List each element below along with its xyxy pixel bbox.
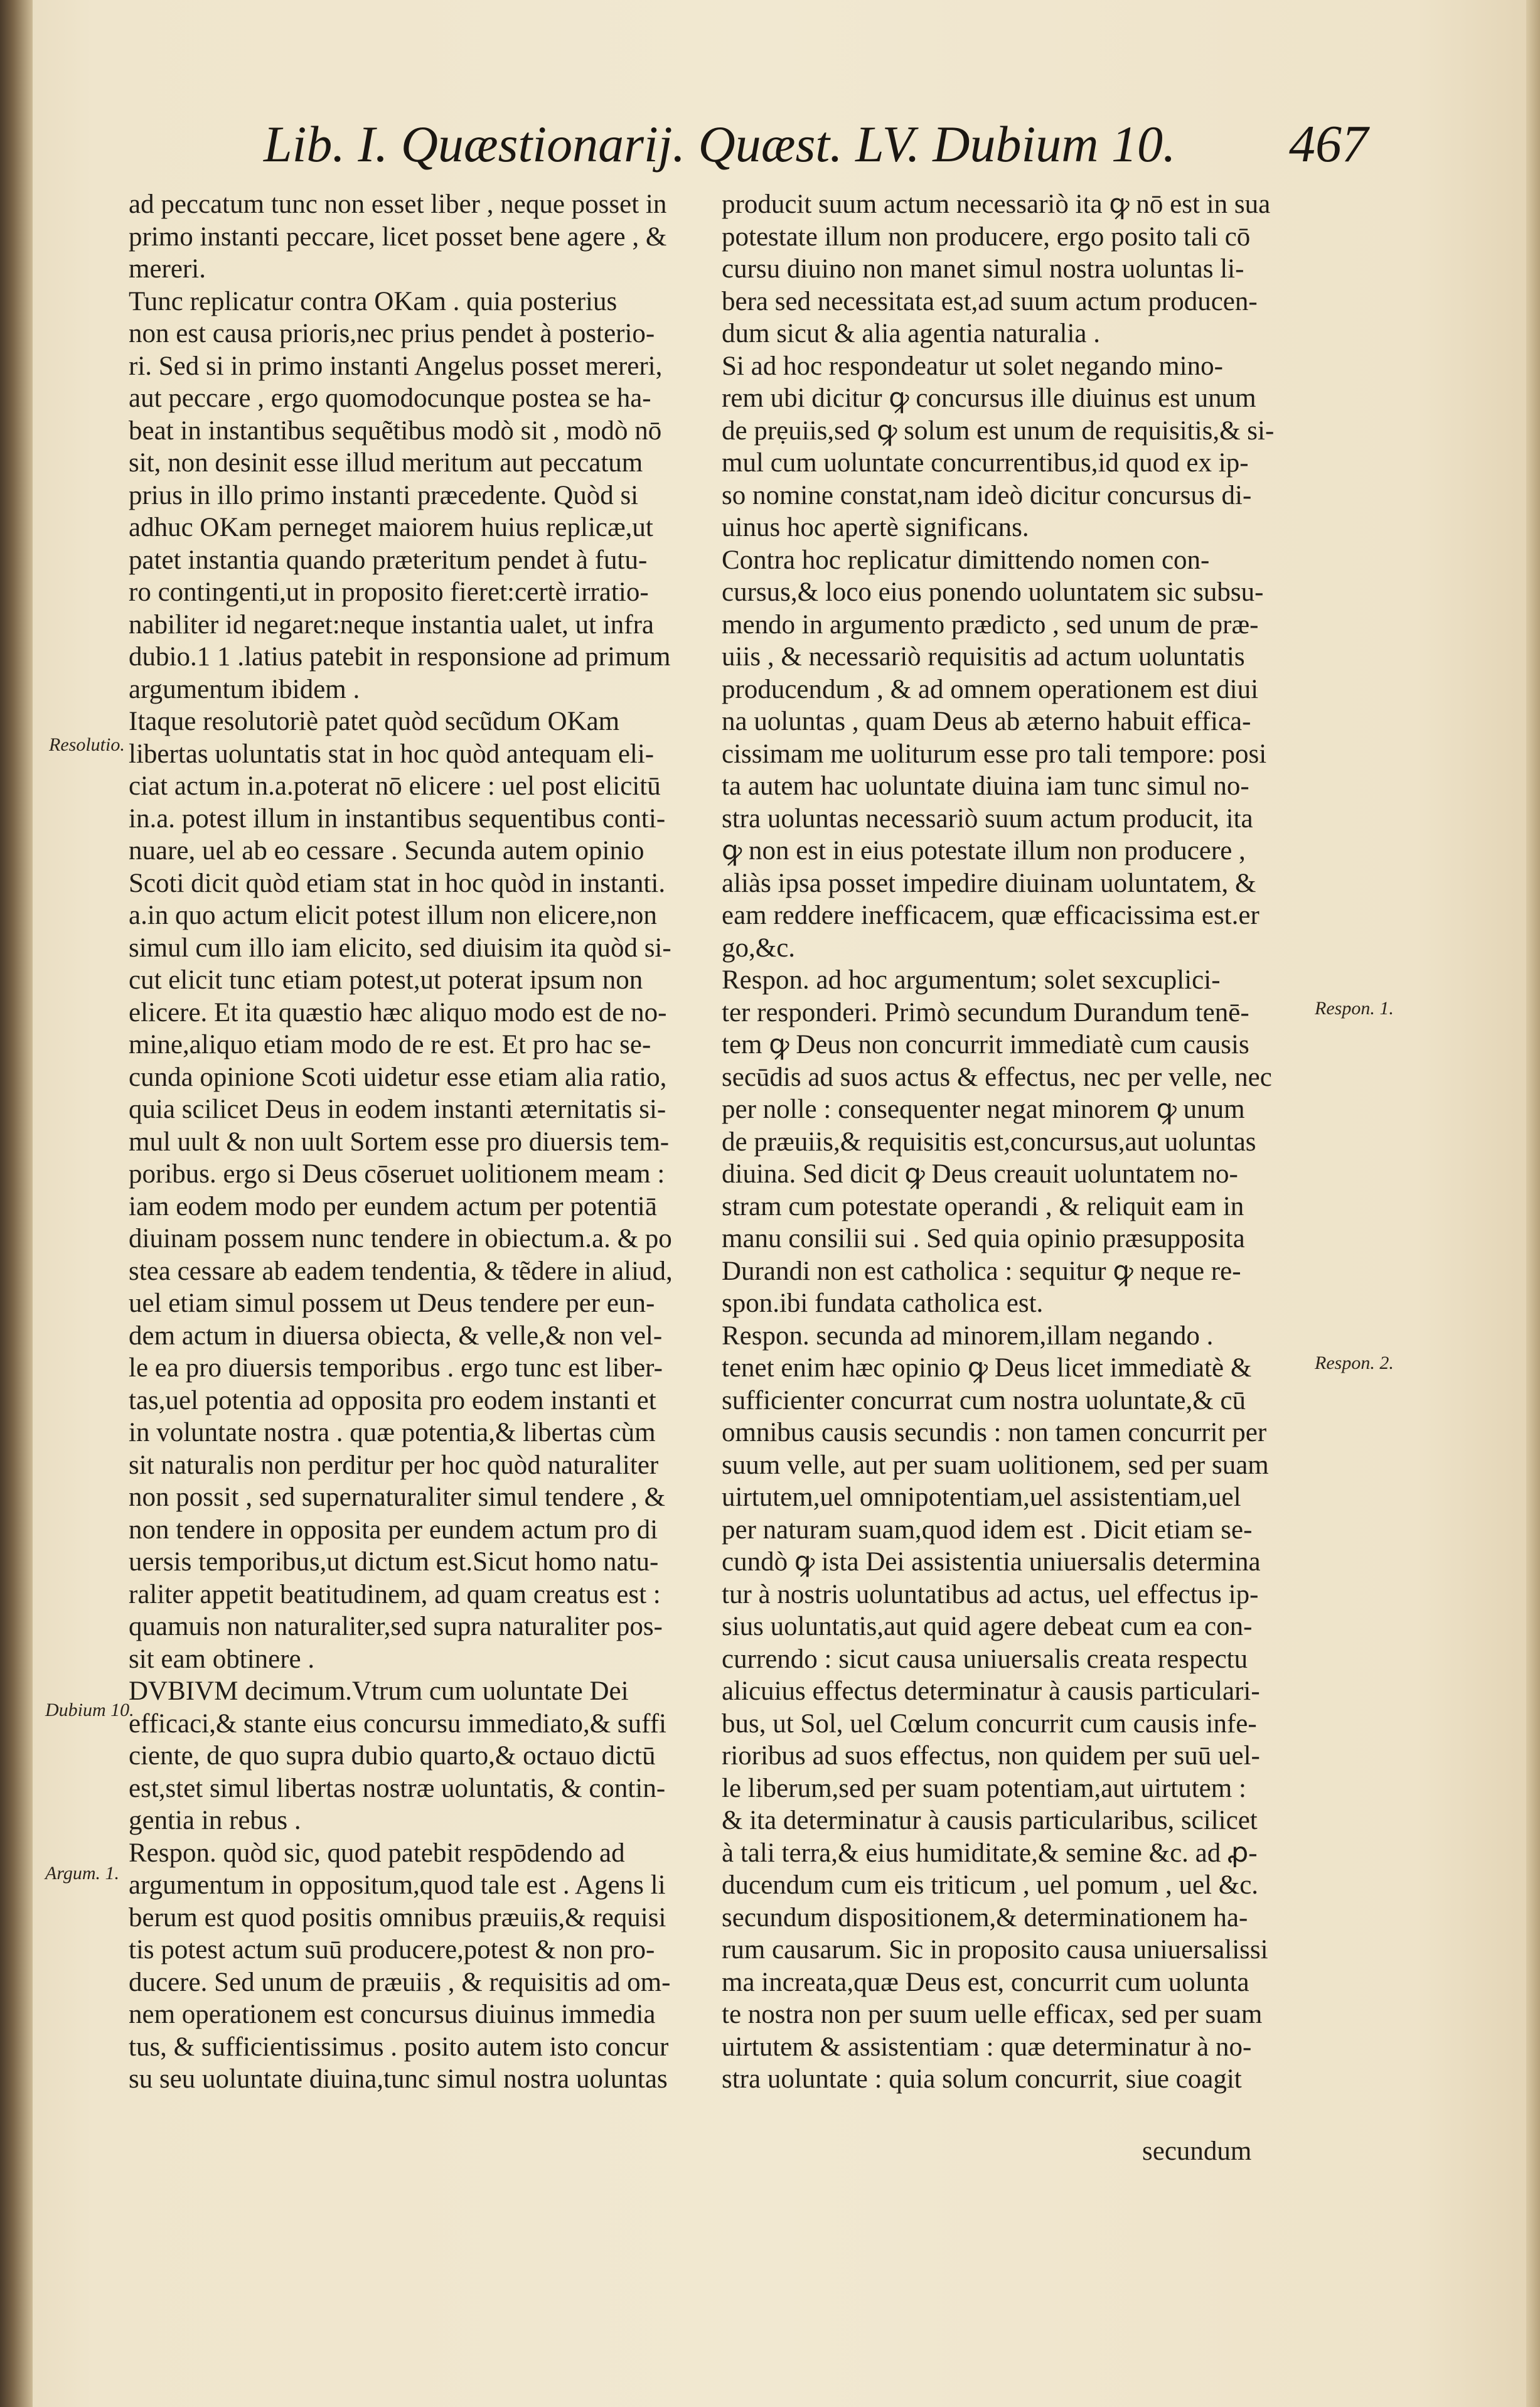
text-line: à tali terra,& eius humiditate,& semine &c. ad ꝓ- [722, 1838, 1258, 1868]
text-line: a.in quo actum elicit potest illum non elicere,non [129, 901, 657, 930]
text-line: alicuius effectus determinatur à causis particulari- [722, 1676, 1260, 1706]
text-line: nem operationem est concursus diuinus immedia [129, 2000, 656, 2029]
margin-note-resolutio: Resolutio. [49, 734, 125, 755]
text-line: elicere. Et ita quæstio hæc aliquo modo est de no- [129, 997, 667, 1027]
text-line: per nolle : consequenter negat minorem ꝙ unum [722, 1095, 1245, 1124]
text-line: Contra hoc replicatur dimittendo nomen con- [722, 545, 1210, 575]
text-line: primo instanti peccare, licet posset bene agere , & [129, 222, 667, 252]
text-line: ma increata,quæ Deus est, concurrit cum uolunta [722, 1967, 1249, 1997]
text-line: mendo in argumento prædicto , sed unum de præ- [722, 609, 1259, 640]
text-line: uirtutem,uel omnipotentiam,uel assistentiam,uel [722, 1482, 1241, 1512]
left-column [129, 188, 687, 2096]
text-line: gentia in rebus . [129, 1806, 301, 1835]
text-line: ducendum cum eis triticum , uel pomum , uel &c. [722, 1870, 1259, 1900]
text-line: na uoluntas , quam Deus ab æterno habuit effica- [722, 707, 1251, 736]
text-line: eam reddere inefficacem, quæ efficacissima est.er [722, 901, 1259, 930]
text-line: rem ubi dicitur ꝙ concursus ille diuinus est unum [722, 383, 1256, 413]
binding-edge [0, 0, 33, 2407]
text-line: manu consilii sui . Sed quia opinio præsupposita [722, 1224, 1245, 1253]
text-line: Respon. secunda ad minorem,illam negando . [722, 1321, 1214, 1351]
running-head: Lib. I. Quæstionarij. Quæst. LV. Dubium 10. [264, 115, 1176, 173]
text-line: argumentum ibidem . [129, 674, 360, 704]
text-line: mereri. [129, 254, 206, 284]
text-line: tem ꝙ Deus non concurrit immediatè cum causis [722, 1030, 1249, 1059]
text-line: le liberum,sed per suam potentiam,aut uirtutem : [722, 1773, 1246, 1803]
text-line: cut elicit tunc etiam potest,ut poterat ipsum non [129, 965, 643, 995]
text-line: ri. Sed si in primo instanti Angelus posset mereri, [129, 351, 663, 381]
text-line: beat in instantibus sequẽtibus modò sit , modò nō [129, 415, 662, 446]
text-line: dubio.1 1 .latius patebit in responsione ad primum [129, 642, 671, 672]
text-line: cundò ꝙ ista Dei assistentia uniuersalis determina [722, 1547, 1261, 1577]
text-line: tas,uel potentia ad opposita pro eodem instanti et [129, 1385, 656, 1415]
text-line: bus, ut Sol, uel Cœlum concurrit cum causis infe- [722, 1708, 1257, 1739]
text-line: cursus,& loco eius ponendo uoluntatem sic subsu- [722, 577, 1264, 607]
text-line: uersis temporibus,ut dictum est.Sicut homo natu- [129, 1547, 659, 1577]
right-column [722, 188, 1305, 2096]
text-line: ciat actum in.a.poterat nō elicere : uel post elicitū [129, 771, 661, 801]
text-line: efficaci,& stante eius concursu immediato,& suffi [129, 1708, 666, 1739]
text-line: uinus hoc apertè significans. [722, 513, 1029, 542]
text-line: de præuiis,& requisitis est,concursus,aut uoluntas [722, 1127, 1256, 1157]
text-line: cunda opinione Scoti uidetur esse etiam alia ratio, [129, 1062, 667, 1092]
text-line: non tendere in opposita per eundem actum pro di [129, 1514, 658, 1545]
text-line: per naturam suam,quod idem est . Dicit etiam se- [722, 1514, 1253, 1545]
text-line: de prẹuiis,sed ꝙ solum est unum de requisitis,& si- [722, 415, 1275, 446]
text-line: in voluntate nostra . quæ potentia,& libertas cùm [129, 1418, 656, 1447]
text-line: Tunc replicatur contra OKam . quia posterius [129, 286, 618, 316]
text-line: producit suum actum necessariò ita ꝙ nō est in sua [722, 190, 1271, 219]
text-line: ciente, de quo supra dubio quarto,& octauo dictū [129, 1741, 656, 1771]
text-line: est,stet simul libertas nostræ uoluntatis, & contin- [129, 1773, 666, 1803]
text-line: tus, & sufficientissimus . posito autem isto concur [129, 2032, 669, 2062]
text-line: prius in illo primo instanti præcedente. Quòd si [129, 480, 639, 510]
text-line: stra uoluntas necessariò suum actum producit, ita [722, 803, 1253, 834]
text-line: diuinam possem nunc tendere in obiectum.a. & po [129, 1224, 672, 1253]
text-line: tis potest actum suū producere,potest & non pro- [129, 1935, 655, 1965]
text-line: go,&c. [722, 933, 796, 963]
text-line: sit naturalis non perditur per hoc quòd naturaliter [129, 1450, 659, 1480]
text-line: diuina. Sed dicit ꝙ Deus creauit uoluntatem no- [722, 1159, 1238, 1189]
text-line: uirtutem & assistentiam : quæ determinatur à no- [722, 2032, 1252, 2062]
text-line: sit, non desinit esse illud meritum aut peccatum [129, 448, 643, 478]
text-line: producendum , & ad omnem operationem est diui [722, 674, 1259, 704]
text-line: suum velle, aut per suam uolitionem, sed per suam [722, 1450, 1269, 1480]
text-line: adhuc OKam perneget maiorem huius replicæ,ut [129, 513, 653, 542]
text-line: nabiliter id negaret:neque instantia ualet, ut infra [129, 609, 654, 640]
text-line: dum sicut & alia agentia naturalia . [722, 319, 1100, 348]
text-line: uiis , & necessariò requisitis ad actum uoluntatis [722, 642, 1245, 672]
text-line: potestate illum non producere, ergo posito tali cō [722, 222, 1251, 252]
text-line: bera sed necessitata est,ad suum actum producen- [722, 286, 1258, 316]
text-line: le ea pro diuersis temporibus . ergo tunc est liber- [129, 1353, 663, 1383]
text-line: cissimam me uoliturum esse pro tali tempore: posi [722, 739, 1267, 769]
text-line: & ita determinatur à causis particularibus, scilicet [722, 1806, 1258, 1835]
text-line: te nostra non per suum uelle efficax, sed per suam [722, 2000, 1263, 2029]
text-line: so nomine constat,nam ideò dicitur concursus di- [722, 480, 1252, 510]
text-line: uel etiam simul possem ut Deus tendere per eun- [129, 1289, 655, 1318]
text-line: omnibus causis secundis : non tamen concurrit per [722, 1418, 1267, 1447]
text-line: tenet enim hæc opinio ꝙ Deus licet immediatè & [722, 1353, 1252, 1383]
text-line: ducere. Sed unum de præuiis , & requisitis ad om- [129, 1967, 671, 1997]
text-line: patet instantia quando præteritum pendet à futu- [129, 545, 648, 575]
text-line: Itaque resolutoriè patet quòd secũdum OKam [129, 707, 620, 736]
text-line: rioribus ad suos effectus, non quidem per suū uel- [722, 1741, 1260, 1771]
text-line: non est causa prioris,nec prius pendet à posterio- [129, 319, 655, 348]
text-line: stea cessare ab eadem tendentia, & tẽdere in aliud, [129, 1256, 673, 1286]
text-line: aliàs ipsa posset impedire diuinam uoluntatem, & [722, 868, 1256, 898]
text-line: mul cum uoluntate concurrentibus,id quod ex ip- [722, 448, 1249, 478]
text-line: poribus. ergo si Deus cōseruet uolitionem meam : [129, 1159, 665, 1189]
text-line: ad peccatum tunc non esset liber , neque posset in [129, 190, 667, 219]
text-line: dem actum in diuersa obiecta, & velle,& non vel- [129, 1321, 663, 1351]
text-line: Respon. quòd sic, quod patebit respōdendo ad [129, 1838, 625, 1868]
text-line: Respon. ad hoc argumentum; solet sexcuplici- [722, 965, 1221, 995]
page-header [264, 113, 1368, 182]
text-line: spon.ibi fundata catholica est. [722, 1289, 1044, 1318]
text-line: stram cum potestate operandi , & reliquit eam in [722, 1191, 1244, 1221]
text-line: stra uoluntate : quia solum concurrit, siue coagit [722, 2064, 1242, 2094]
margin-note-respon-1: Respon. 1. [1315, 998, 1394, 1019]
text-line: in.a. potest illum in instantibus sequentibus conti- [129, 803, 666, 834]
text-line: argumentum in oppositum,quod tale est . Agens li [129, 1870, 666, 1900]
text-line: sit eam obtinere . [129, 1644, 315, 1674]
text-line: DVBIVM decimum.Vtrum cum uoluntate Dei [129, 1676, 629, 1706]
text-line: ter responderi. Primò secundum Durandum tenē- [722, 997, 1249, 1027]
text-line: cursu diuino non manet simul nostra uoluntas li- [722, 254, 1244, 284]
text-line: Durandi non est catholica : sequitur ꝙ neque re- [722, 1256, 1241, 1286]
text-line: rum causarum. Sic in proposito causa uniuersalissi [722, 1935, 1268, 1965]
text-line: raliter appetit beatitudinem, ad quam creatus est : [129, 1579, 661, 1609]
text-line: libertas uoluntatis stat in hoc quòd antequam eli- [129, 739, 655, 769]
text-line: aut peccare , ergo quomodocunque postea se ha- [129, 383, 651, 413]
text-line: non possit , sed supernaturaliter simul tendere , & [129, 1482, 666, 1512]
text-line: quamuis non naturaliter,sed supra naturaliter pos- [129, 1612, 663, 1641]
text-line: su seu uoluntate diuina,tunc simul nostra uoluntas [129, 2064, 668, 2094]
text-line: ꝙ non est in eius potestate illum non producere , [722, 836, 1246, 866]
text-line: Si ad hoc respondeatur ut solet negando mino- [722, 351, 1223, 381]
text-line: nuare, uel ab eo cessare . Secunda autem opinio [129, 836, 644, 866]
text-line: secūdis ad suos actus & effectus, nec per velle, nec [722, 1062, 1272, 1092]
text-line: secundum dispositionem,& determinationem ha- [722, 1902, 1248, 1933]
text-line: simul cum illo iam elicito, sed diuisim ita quòd si- [129, 933, 671, 963]
text-line: mine,aliquo etiam modo de re est. Et pro hac se- [129, 1030, 651, 1059]
text-line: sufficienter concurrat cum nostra uoluntate,& cū [722, 1385, 1246, 1415]
text-line: iam eodem modo per eundem actum per potentiā [129, 1191, 657, 1221]
text-line: mul uult & non uult Sortem esse pro diuersis tem- [129, 1127, 670, 1157]
text-line: ta autem hac uoluntate diuina iam tunc simul no- [722, 771, 1249, 801]
catchword: secundum [1142, 2136, 1252, 2166]
text-line: Scoti dicit quòd etiam stat in hoc quòd in instanti. [129, 868, 666, 898]
text-line: berum est quod positis omnibus præuiis,& requisi [129, 1902, 666, 1933]
text-line: ro contingenti,ut in proposito fieret:certè irratio- [129, 577, 649, 607]
page-fore-edge [1526, 0, 1540, 2407]
margin-note-argum-1: Argum. 1. [45, 1863, 120, 1884]
margin-note-dubium-10: Dubium 10. [45, 1700, 134, 1720]
text-line: quia scilicet Deus in eodem instanti æternitatis si- [129, 1095, 666, 1124]
margin-note-respon-2: Respon. 2. [1315, 1353, 1394, 1373]
text-line: currendo : sicut causa uniuersalis creata respectu [722, 1644, 1248, 1674]
page-number: 467 [1289, 115, 1368, 173]
text-line: tur à nostris uoluntatibus ad actus, uel effectus ip- [722, 1579, 1259, 1609]
text-line: sius uoluntatis,aut quid agere debeat cum ea con- [722, 1612, 1253, 1641]
